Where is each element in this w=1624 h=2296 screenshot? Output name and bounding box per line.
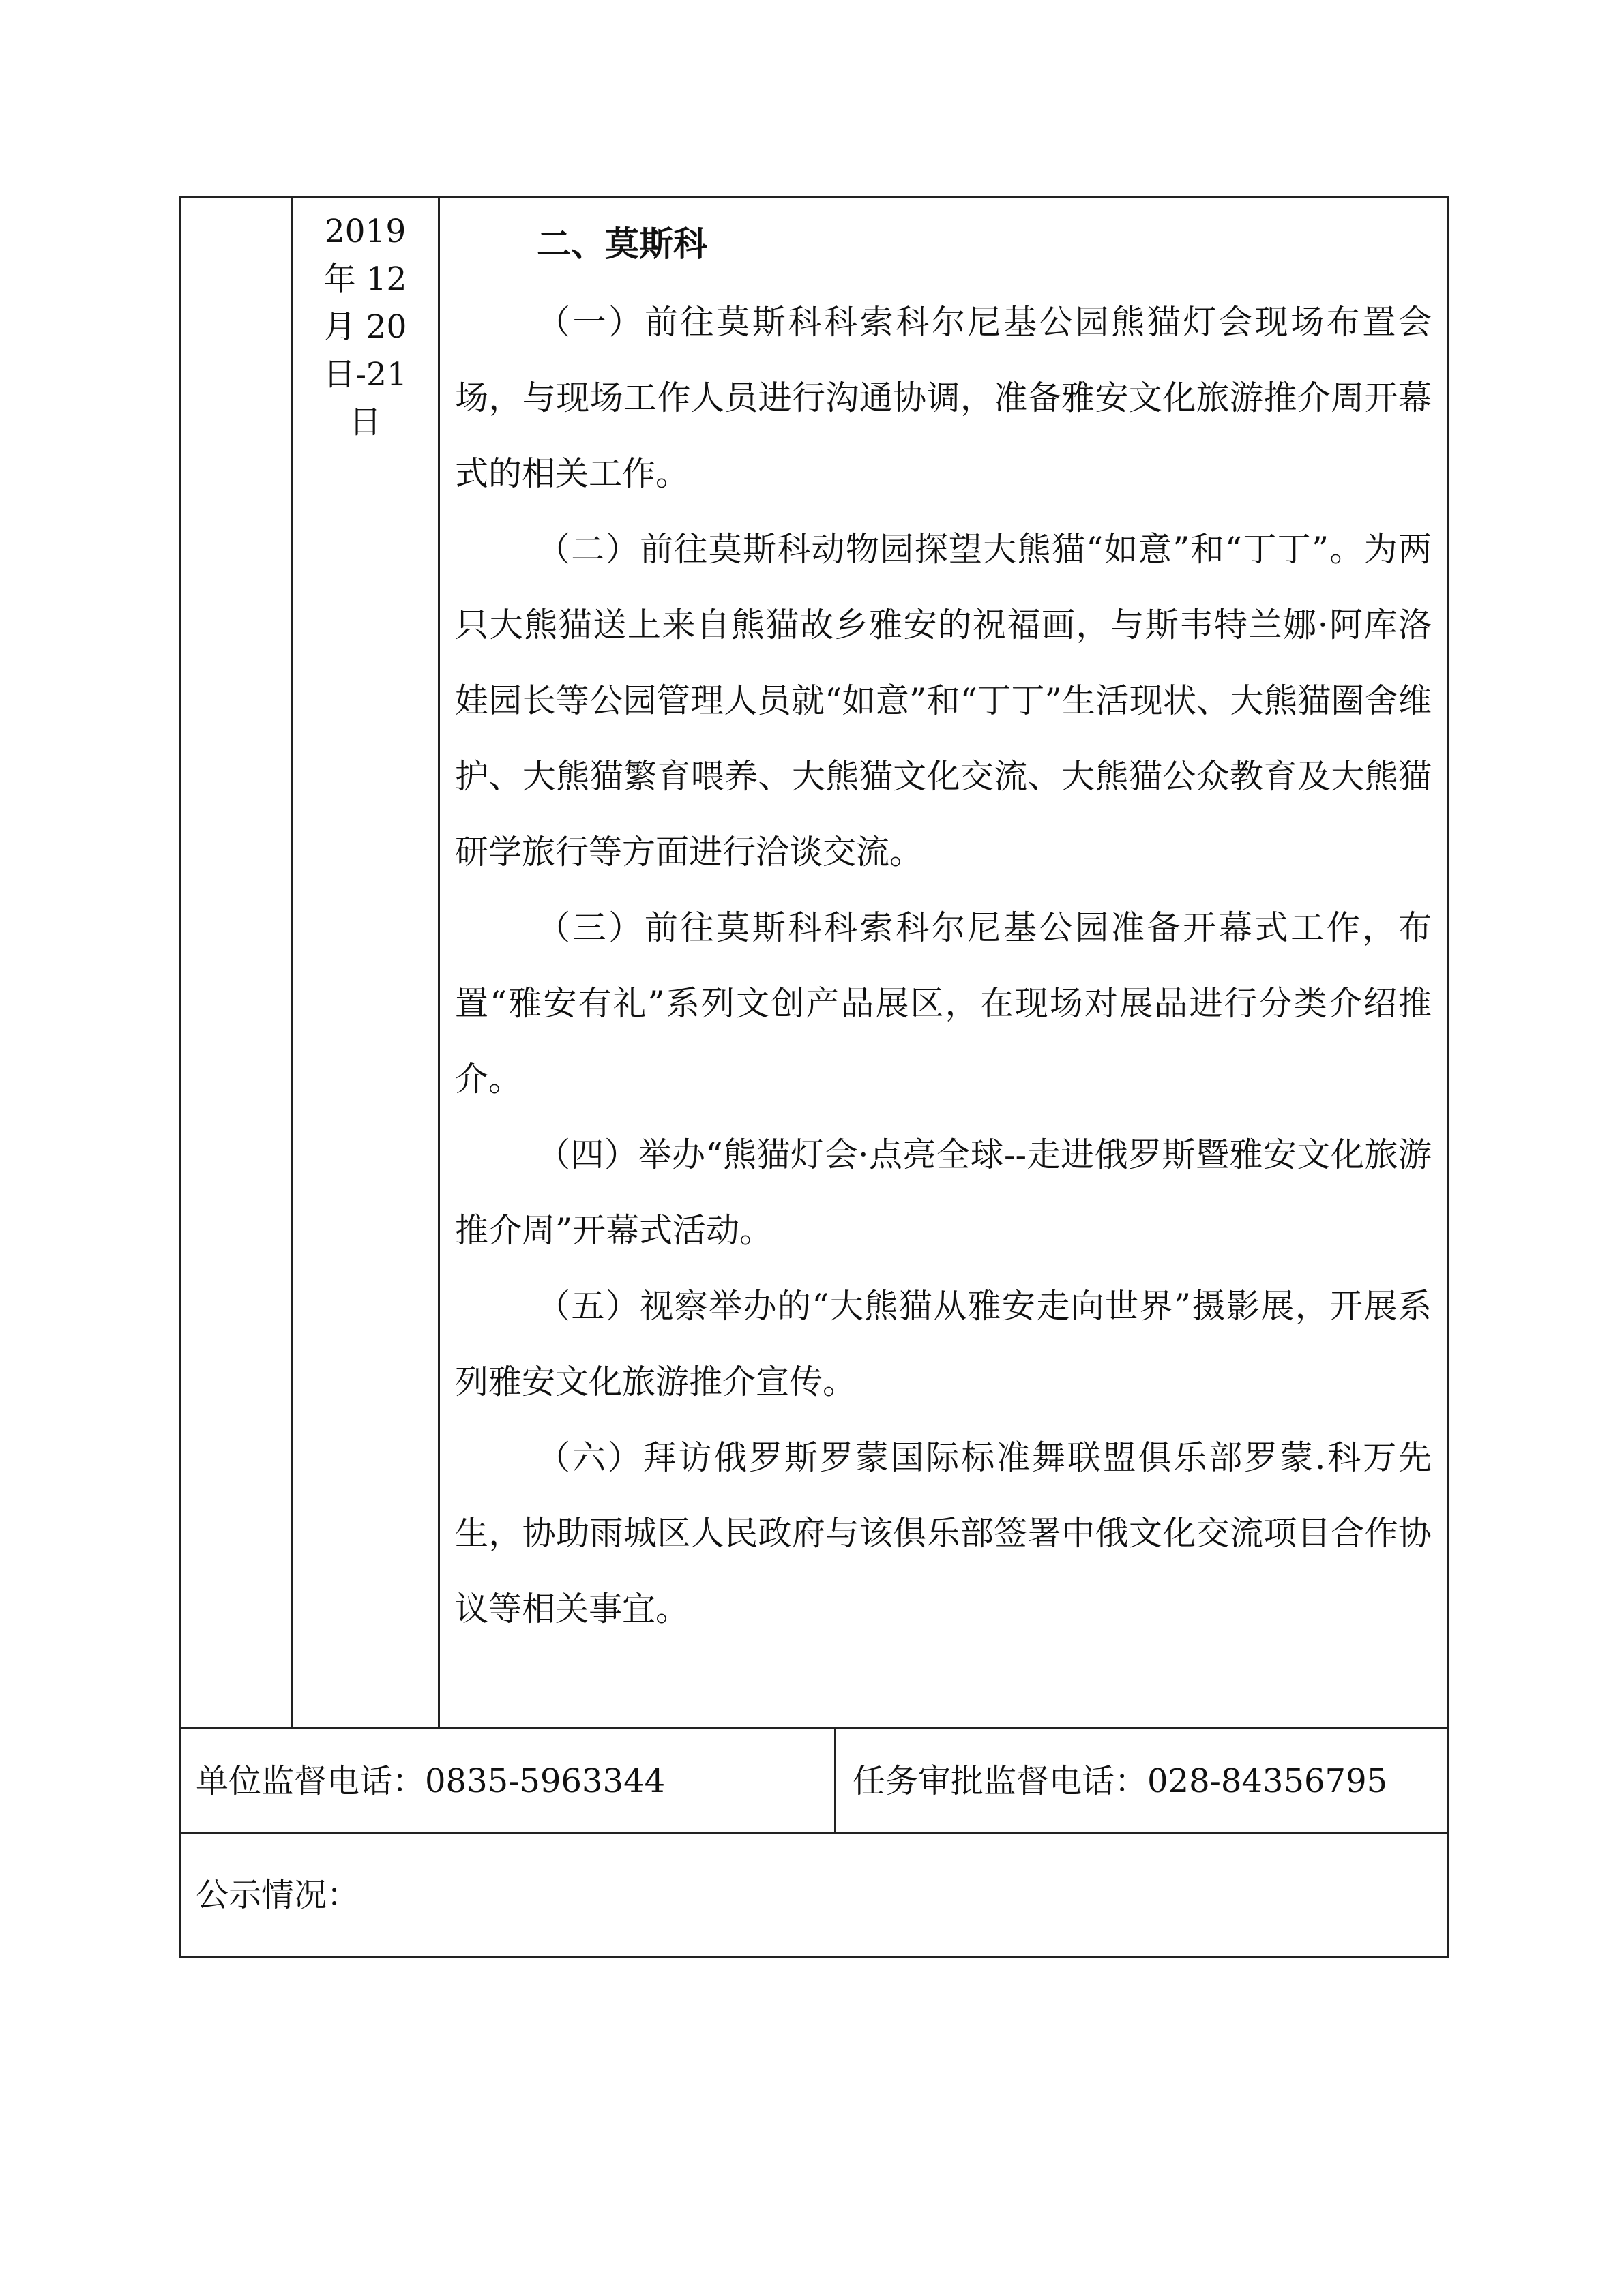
paragraph-5: （五）视察举办的“大熊猫从雅安走向世界”摄影展，开展系列雅安文化旅游推介宣传。 — [455, 1287, 1432, 1401]
paragraph-1: （一）前往莫斯科科索科尔尼基公园熊猫灯会现场布置会场，与现场工作人员进行沟通协调，准备雅安文化旅游推介周开幕式的相关工作。 — [455, 303, 1432, 493]
notice-label: 公示情况： — [196, 1876, 360, 1914]
content-cell — [440, 198, 1447, 1727]
date-cell — [293, 198, 440, 1727]
itinerary-row — [181, 198, 1447, 1729]
paragraph-3: （三）前往莫斯科科索科尔尼基公园准备开幕式工作，布置“雅安有礼”系列文创产品展区，在现场对展品进行分类介绍推介。 — [455, 908, 1432, 1099]
paragraph-4: （四）举办“熊猫灯会·点亮全球--走进俄罗斯暨雅安文化旅游推介周”开幕式活动。 — [455, 1135, 1432, 1250]
notice-row — [181, 1834, 1447, 1956]
unit-phone: 单位监督电话：0835-5963344 — [181, 1729, 836, 1832]
empty-cell — [181, 198, 293, 1727]
date-text — [293, 208, 438, 447]
document-table — [179, 196, 1449, 1958]
approval-phone: 任务审批监督电话：028-84356795 — [853, 1762, 1388, 1800]
date-line: 2019 — [324, 213, 407, 250]
date-line: 年 12 — [323, 260, 407, 298]
paragraph-6: （六）拜访俄罗斯罗蒙国际标准舞联盟俱乐部罗蒙.科万先生，协助雨城区人民政府与该俱乐部签署中俄文化交流项目合作协议等相关事宜。 — [455, 1438, 1432, 1628]
section-heading: 二、莫斯科 — [537, 224, 707, 264]
paragraph-2: （二）前往莫斯科动物园探望大熊猫“如意”和“丁丁”。为两只大熊猫送上来自熊猫故乡雅安的祝福画，与斯韦特兰娜·阿库洛娃园长等公园管理人员就“如意”和“丁丁”生活现状、大熊猫圈舍维护、大熊猫繁育喂养、大熊猫文化交流、大熊猫公众教育及大熊猫研学旅行等方面进行洽谈交流。 — [455, 530, 1432, 871]
date-line: 日 — [349, 404, 381, 441]
date-line: 日-21 — [323, 356, 407, 393]
phone-row — [181, 1729, 1447, 1834]
date-line: 月 20 — [323, 308, 407, 346]
